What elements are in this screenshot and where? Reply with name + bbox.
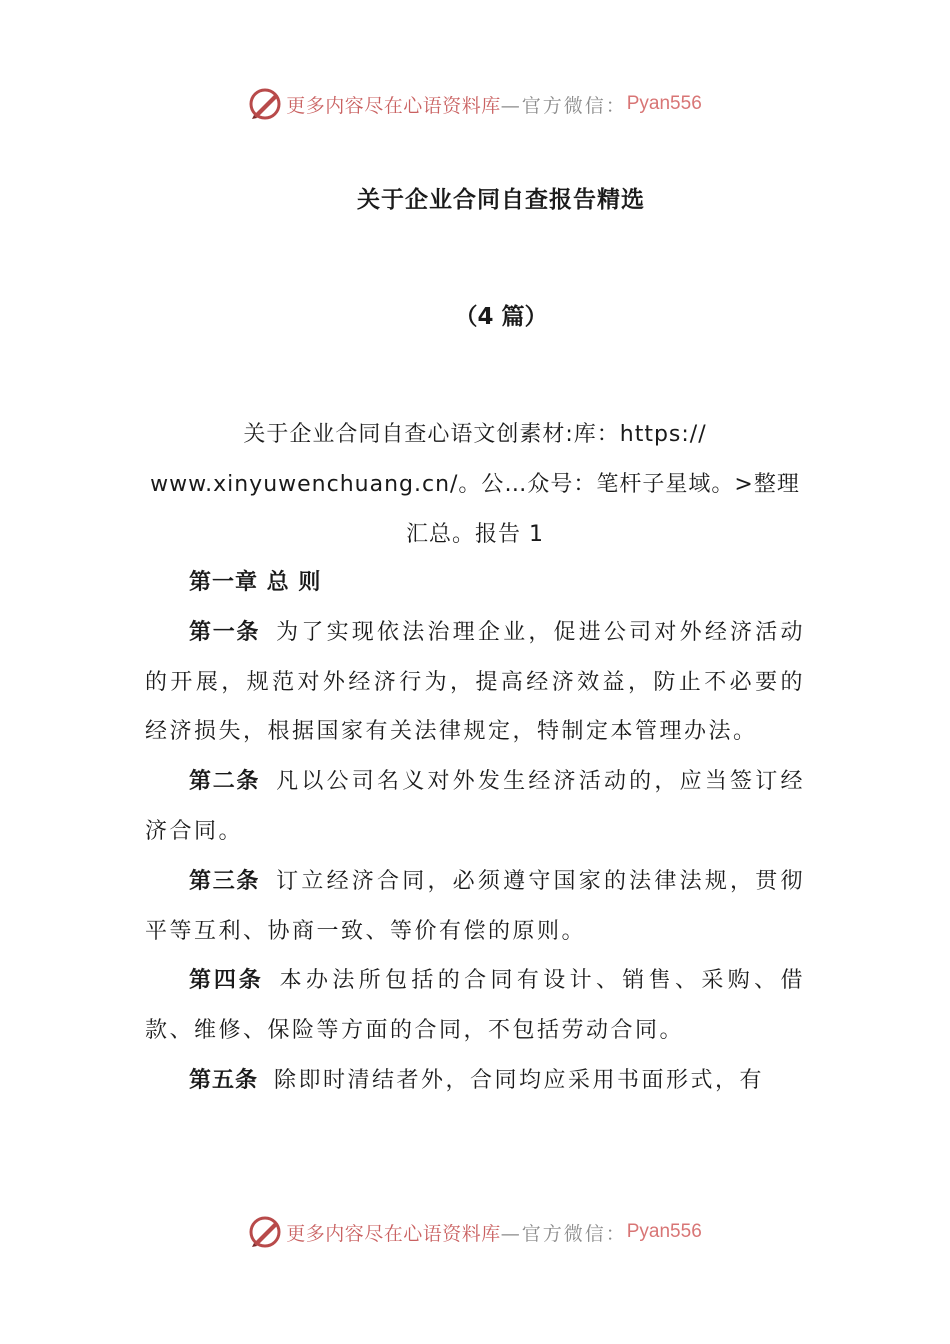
document-subtitle: （4 篇） <box>454 304 548 330</box>
article-text: 凡以公司名义对外发生经济活动的，应当签订经济合同。 <box>145 769 805 844</box>
document-body <box>145 558 805 1106</box>
banner-text: 更多内容尽在心语资料库 <box>286 94 501 117</box>
article-paragraph <box>145 1056 805 1106</box>
intro-line: www.xinyuwenchuang.cn/。公…众号：笔杆子星域。>整理 <box>150 472 800 497</box>
header-banner <box>0 84 950 124</box>
article-paragraph <box>145 757 805 857</box>
article-label: 第四条 <box>189 968 264 994</box>
pen-circle-logo-icon <box>248 87 282 121</box>
banner-wechat-id: Pyan556 <box>626 1221 702 1242</box>
banner-wechat-id: Pyan556 <box>626 93 702 114</box>
article-label: 第三条 <box>189 868 261 894</box>
article-label: 第一条 <box>189 619 261 645</box>
article-text: 本办法所包括的合同有设计、销售、采购、借款、维修、保险等方面的合同，不包括劳动合同。 <box>145 968 805 1044</box>
article-paragraph <box>145 608 805 757</box>
article-paragraph <box>145 956 805 1056</box>
intro-paragraph <box>145 410 805 560</box>
banner-official: —官方微信： <box>500 94 627 117</box>
intro-line: 关于企业合同自查心语文创素材:库：https:// <box>243 422 707 447</box>
banner-official: —官方微信： <box>500 1222 627 1245</box>
chapter-heading: 第一章 总 则 <box>189 570 322 595</box>
article-text: 为了实现依法治理企业，促进公司对外经济活动的开展，规范对外经济行为，提高经济效益，防止不必要的经济损失，根据国家有关法律规定，特制定本管理办法。 <box>145 619 805 745</box>
article-paragraph <box>145 857 805 957</box>
article-label: 第五条 <box>189 1067 259 1093</box>
intro-line: 汇总。报告 1 <box>406 522 544 547</box>
document-title: 关于企业合同自查报告精选 <box>357 187 645 213</box>
footer-banner <box>0 1212 950 1252</box>
banner-text: 更多内容尽在心语资料库 <box>286 1222 501 1245</box>
article-label: 第二条 <box>189 769 261 795</box>
article-text: 订立经济合同，必须遵守国家的法律法规，贯彻平等互利、协商一致、等价有偿的原则。 <box>145 868 805 944</box>
pen-circle-logo-icon <box>248 1215 282 1249</box>
article-text: 除即时清结者外，合同均应采用书面形式，有 <box>274 1067 765 1093</box>
